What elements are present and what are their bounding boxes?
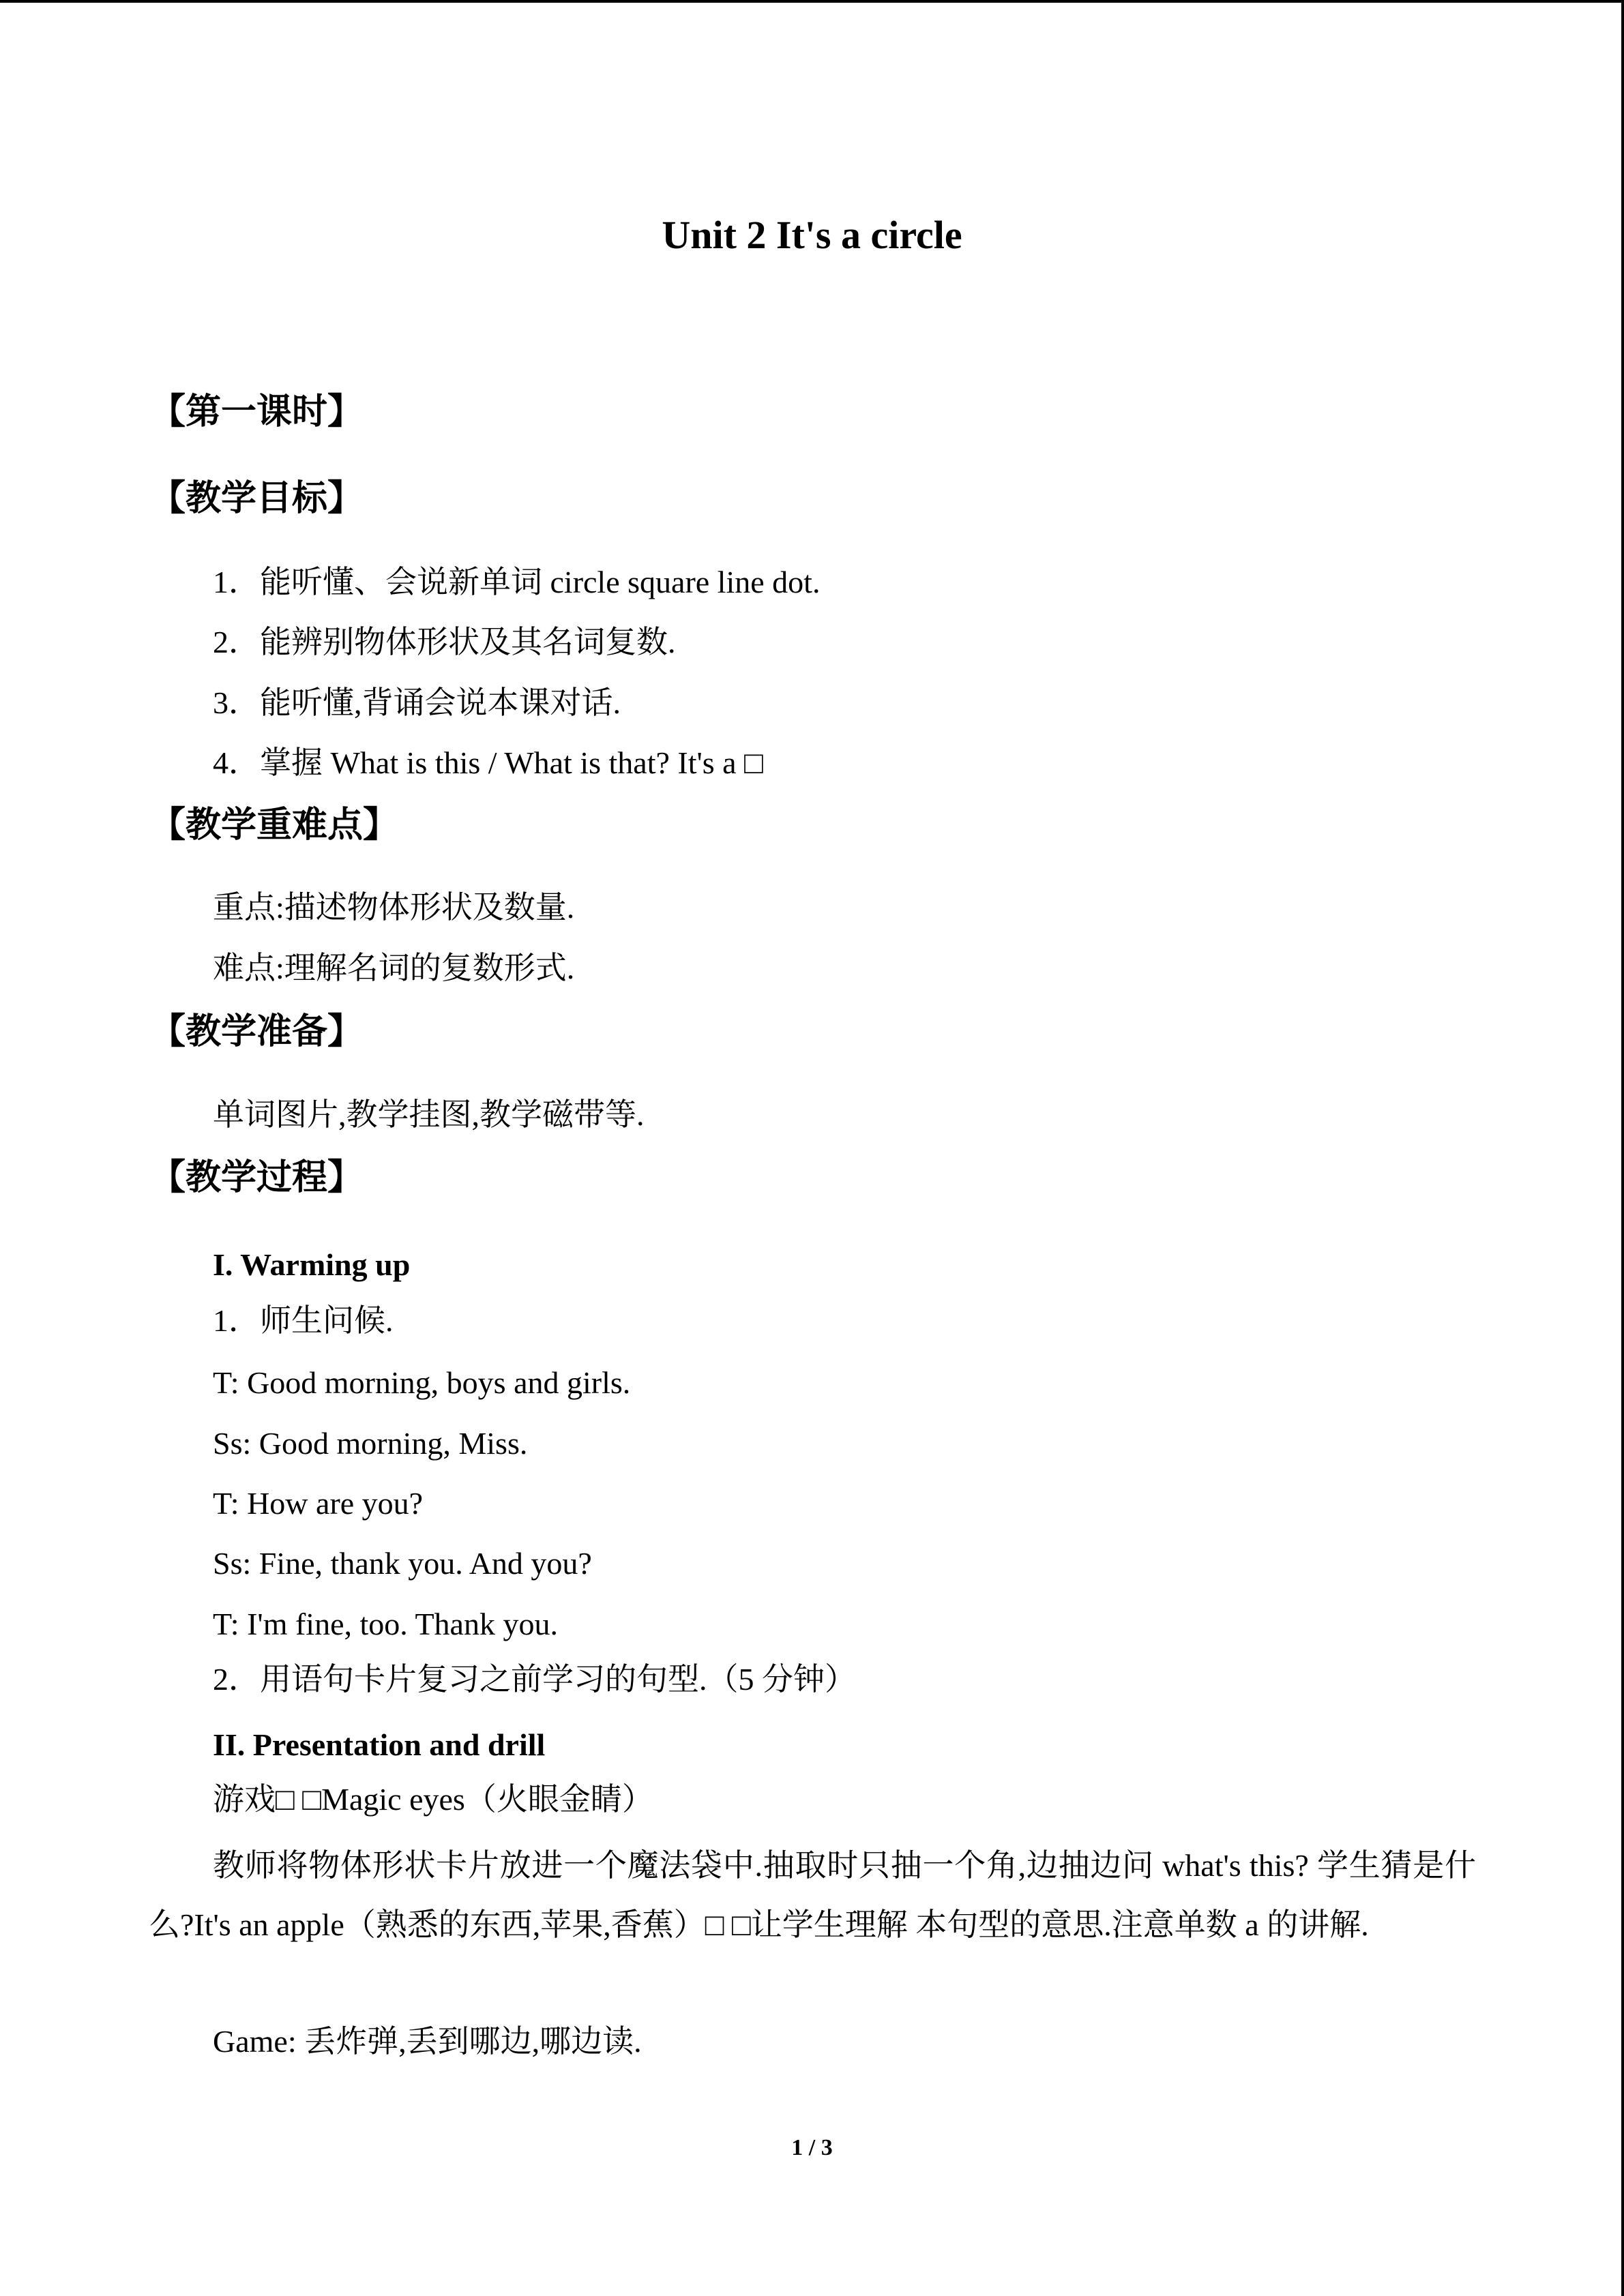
warming-up-step: 2．用语句卡片复习之前学习的句型.（5 分钟） — [213, 1662, 856, 1697]
key-point-item: 重点:描述物体形状及数量. — [213, 890, 575, 925]
key-points-heading: 【教学重难点】 — [150, 806, 399, 845]
game-line: Game: 丢炸弹,丢到哪边,哪边读. — [213, 2024, 642, 2059]
objective-item: 3．能听懂,背诵会说本课对话. — [213, 685, 621, 720]
document-title: Unit 2 It's a circle — [662, 213, 962, 257]
game-line: 游戏□ □Magic eyes（火眼金睛） — [213, 1782, 653, 1817]
objectives-heading: 【教学目标】 — [150, 479, 364, 518]
key-point-item: 难点:理解名词的复数形式. — [213, 951, 575, 985]
warming-up-heading: I. Warming up — [213, 1247, 411, 1282]
presentation-paragraph: 教师将物体形状卡片放进一个魔法袋中.抽取时只抽一个角,边抽边问 what's this? 学生猜是什么?It's an apple（熟悉的东西,苹果,香蕉）□ □让学生理解 本句型的意思.注意单数 a 的讲解. — [149, 1848, 1476, 1942]
dialogue-line: Ss: Fine, thank you. And you? — [213, 1546, 592, 1581]
objective-item: 4．掌握 What is this / What is that? It's a □ — [213, 745, 763, 780]
presentation-heading: II. Presentation and drill — [213, 1727, 546, 1762]
page-border-right — [1621, 0, 1624, 2296]
page-number: 1 / 3 — [791, 2135, 833, 2160]
dialogue-line: T: I'm fine, too. Thank you. — [213, 1607, 558, 1641]
page-border-top — [0, 0, 1624, 3]
objective-item: 1．能听懂、会说新单词 circle square line dot. — [213, 565, 821, 599]
warming-up-step: 1．师生问候. — [213, 1303, 394, 1338]
dialogue-line: T: How are you? — [213, 1486, 424, 1521]
preparation-heading: 【教学准备】 — [150, 1013, 364, 1052]
dialogue-line: T: Good morning, boys and girls. — [213, 1365, 631, 1400]
preparation-text: 单词图片,教学挂图,教学磁带等. — [213, 1097, 645, 1132]
process-heading: 【教学过程】 — [150, 1159, 364, 1197]
lesson-heading: 【第一课时】 — [150, 393, 364, 432]
objective-item: 2．能辨别物体形状及其名词复数. — [213, 625, 676, 659]
dialogue-line: Ss: Good morning, Miss. — [213, 1426, 528, 1461]
